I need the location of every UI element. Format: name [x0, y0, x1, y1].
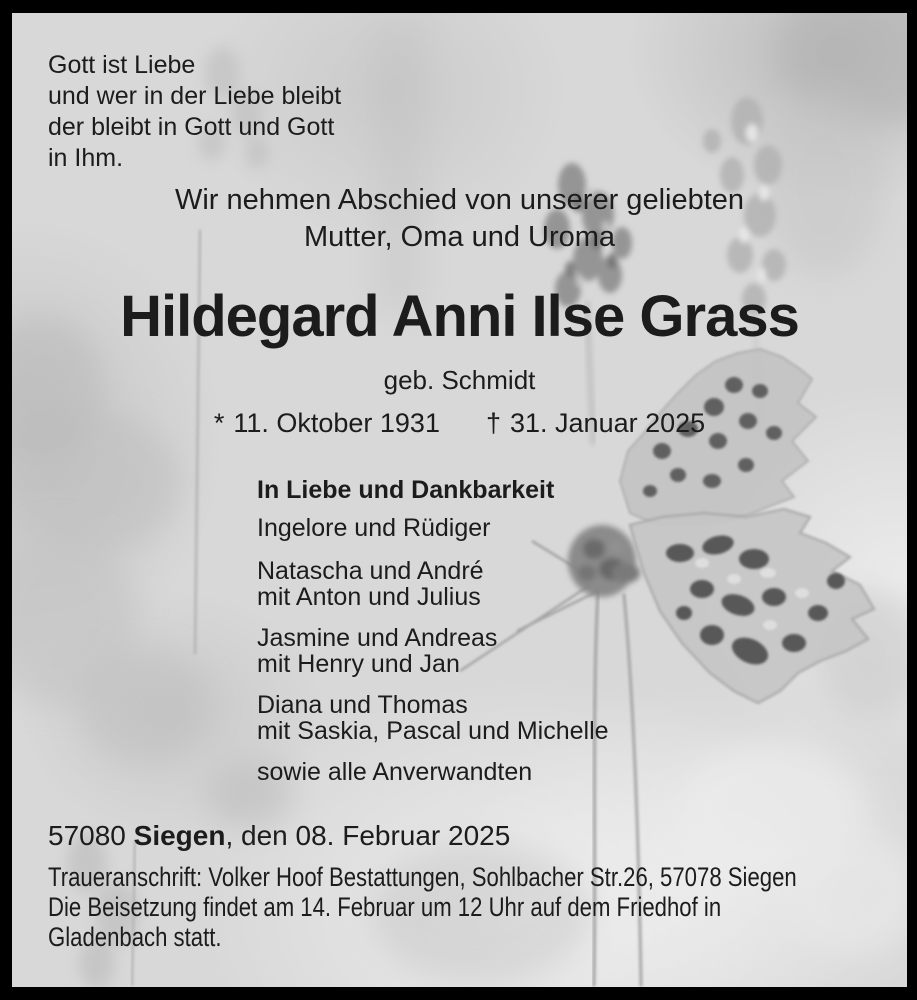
died-cross-icon: † — [485, 408, 501, 438]
farewell-intro-line: Mutter, Oma und Uroma — [303, 221, 616, 253]
mourner-entry — [257, 515, 609, 541]
place-date-line — [48, 820, 510, 852]
mourners-closing: sowie alle Anverwandten — [257, 758, 533, 786]
date-suffix: , den 08. Februar 2025 — [225, 820, 511, 851]
mourner-line: Jasmine und Andreas — [257, 624, 498, 652]
mourner-line: mit Anton und Julius — [257, 583, 481, 611]
mourner-line: Ingelore und Rüdiger — [257, 514, 491, 542]
postal-code: 57080 — [48, 820, 134, 851]
born-star-icon: * — [213, 408, 225, 438]
mourners-block — [257, 477, 609, 785]
verse-block — [48, 50, 341, 174]
verse-line: in Ihm. — [48, 144, 124, 172]
maiden-name: geb. Schmidt — [383, 365, 536, 395]
verse-line: und wer in der Liebe bleibt — [48, 82, 342, 110]
mourner-entry — [257, 692, 609, 744]
birth-date-text: 11. Oktober 1931 — [233, 408, 440, 438]
notice-paper — [12, 13, 907, 987]
verse-line: der bleibt in Gott und Gott — [48, 113, 335, 141]
city-name: Siegen — [133, 820, 226, 851]
mourner-line: Diana und Thomas — [257, 691, 468, 719]
birth-date — [214, 408, 440, 439]
mourner-line: Natascha und André — [257, 557, 484, 585]
burial-info-line: Gladenbach statt. — [48, 922, 222, 952]
mourning-address-line: Traueranschrift: Volker Hoof Bestattungen, Sohlbacher Str.26, 57078 Siegen — [48, 862, 797, 892]
burial-info-line: Die Beisetzung findet am 14. Februar um 12 Uhr auf dem Friedhof in — [48, 892, 722, 922]
life-dates — [12, 408, 907, 439]
farewell-intro-line: Wir nehmen Abschied von unserer geliebten — [174, 184, 745, 216]
deceased-name: Hildegard Anni Ilse Grass — [120, 284, 799, 349]
mourner-line: mit Henry und Jan — [257, 650, 460, 678]
death-date-text: 31. Januar 2025 — [510, 408, 706, 438]
mourner-line: mit Saskia, Pascal und Michelle — [257, 717, 609, 745]
farewell-intro — [12, 182, 907, 256]
verse-line: Gott ist Liebe — [48, 51, 196, 79]
mourner-entry — [257, 558, 609, 610]
mourners-title: In Liebe und Dankbarkeit — [257, 476, 555, 504]
mourner-entry — [257, 625, 609, 677]
footer-info-block — [48, 862, 907, 952]
death-date — [486, 408, 705, 439]
